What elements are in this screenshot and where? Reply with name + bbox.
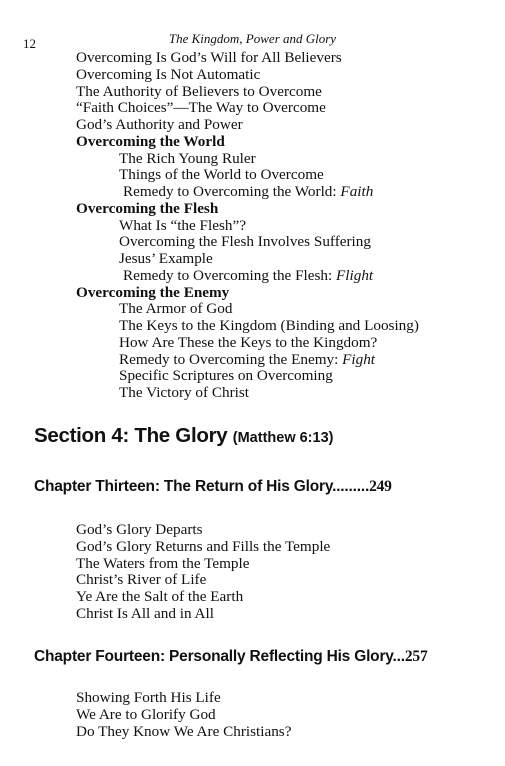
chapter-title: Chapter Thirteen: The Return of His Glory — [34, 478, 333, 495]
chapter-page: 249 — [369, 478, 392, 495]
outline-subitem: Overcoming the Flesh Involves Suffering — [119, 233, 371, 251]
chapter-topic-list — [76, 522, 330, 623]
outline-subitem: The Keys to the Kingdom (Binding and Loosing) — [119, 317, 419, 334]
outline-subitem: The Armor of God — [119, 300, 233, 318]
topic-item: Christ’s River of Life — [76, 571, 207, 589]
topic-item: Do They Know We Are Christians? — [76, 722, 292, 740]
outline-heading: Overcoming the Enemy — [76, 283, 230, 301]
section-title — [34, 424, 333, 448]
outline-subitem: The Victory of Christ — [119, 384, 249, 401]
outline-subitem: How Are These the Keys to the Kingdom? — [119, 333, 378, 351]
outline-subitem: The Rich Young Ruler — [119, 149, 256, 167]
chapter-title: Chapter Fourteen: Personally Reflecting His Glory — [34, 648, 393, 665]
outline-subitem: Remedy to Overcoming the World: Faith — [123, 183, 374, 200]
page-number: 12 — [23, 36, 36, 51]
topic-item: Showing Forth His Life — [76, 689, 221, 706]
outline-item: God’s Authority and Power — [76, 116, 243, 133]
topic-item: God’s Glory Returns and Fills the Temple — [76, 537, 331, 555]
topic-item: We Are to Glorify God — [76, 705, 216, 723]
outline-subitem: Things of the World to Overcome — [119, 166, 324, 184]
topic-item: God’s Glory Departs — [76, 521, 203, 538]
outline-heading: Overcoming the Flesh — [76, 199, 219, 217]
chapter-outline — [76, 50, 419, 402]
section-name: Section 4: The Glory — [34, 424, 228, 447]
outline-heading: Overcoming the World — [76, 132, 225, 150]
outline-subitem: Remedy to Overcoming the Enemy: Fight — [119, 350, 376, 368]
chapter-entry — [34, 648, 428, 666]
outline-item: Overcoming Is God’s Will for All Believers — [76, 49, 342, 66]
outline-subitem: Specific Scriptures on Overcoming — [119, 367, 333, 385]
outline-subitem: Remedy to Overcoming the Flesh: Flight — [123, 266, 374, 284]
chapter-page: 257 — [404, 648, 428, 665]
chapter-topic-list — [76, 690, 291, 740]
outline-subitem: Jesus’ Example — [119, 250, 213, 267]
dot-leader: ... — [392, 648, 405, 665]
dot-leader: ......... — [332, 478, 370, 495]
outline-item: Overcoming Is Not Automatic — [76, 65, 261, 83]
section-reference: (Matthew 6:13) — [232, 430, 334, 446]
topic-item: Christ Is All and in All — [76, 604, 214, 622]
outline-subitem: What Is “the Flesh”? — [119, 216, 246, 234]
topic-item: Ye Are the Salt of the Earth — [76, 588, 244, 605]
outline-item: “Faith Choices”—The Way to Overcome — [76, 99, 326, 117]
chapter-entry — [34, 478, 392, 496]
topic-item: The Waters from the Temple — [76, 554, 250, 572]
running-title: The Kingdom, Power and Glory — [168, 31, 337, 46]
outline-item: The Authority of Believers to Overcome — [76, 82, 322, 100]
